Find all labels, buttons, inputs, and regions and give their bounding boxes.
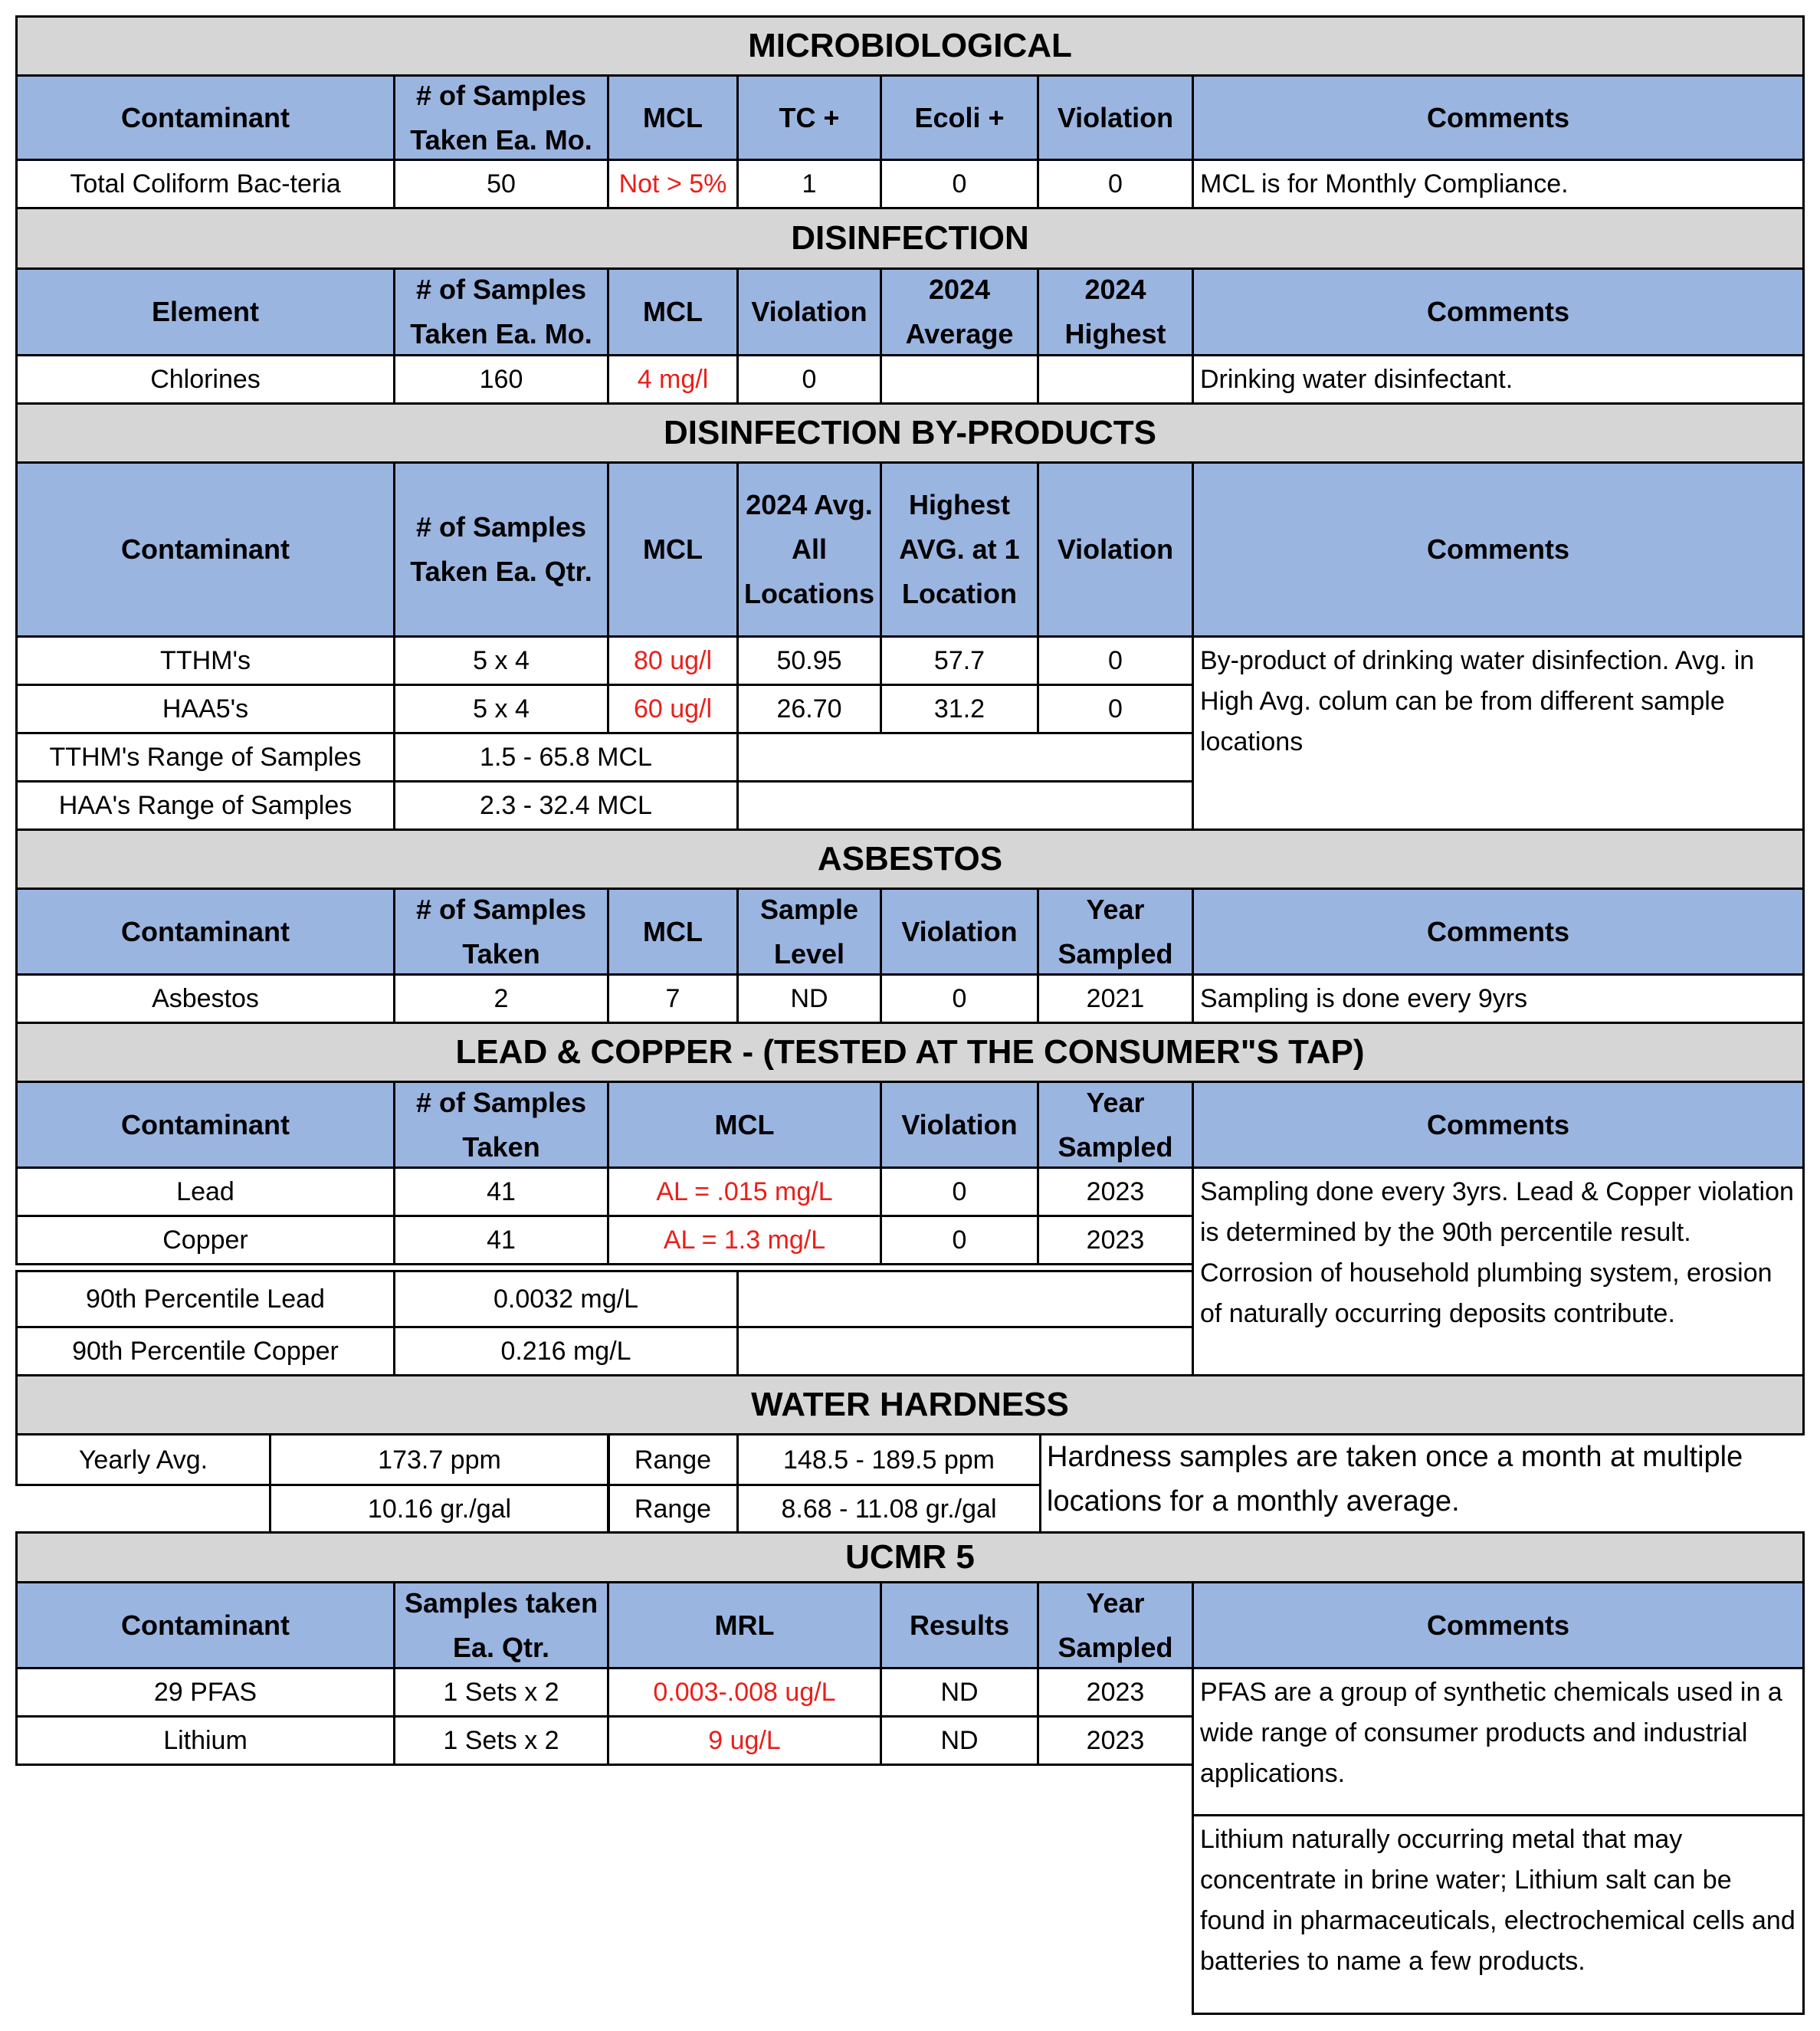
cell-comment: Drinking water disinfectant.: [1192, 354, 1805, 405]
col-header-comments: Comments: [1192, 461, 1805, 638]
col-header-mcl: MCL: [607, 461, 739, 638]
cell-samples: 41: [393, 1215, 609, 1265]
col-header-violation: Violation: [880, 888, 1039, 976]
cell-yearly-avg-label: Yearly Avg.: [15, 1433, 271, 1486]
col-header-samples: # of Samples Taken Ea. Mo.: [393, 267, 609, 356]
cell-range-value: 8.68 - 11.08 gr./gal: [736, 1484, 1041, 1534]
col-header-contaminant: Contaminant: [15, 1581, 395, 1669]
cell-percentile-value: 0.216 mg/L: [393, 1326, 739, 1376]
col-header-highest-avg: Highest AVG. at 1 Location: [880, 461, 1039, 638]
cell-highest-avg: 31.2: [880, 684, 1039, 734]
cell-comment: Sampling done every 3yrs. Lead & Copper violation is determined by the 90th percentile result. Corrosion of household plumbing system, erosion of naturally occurring deposits contribute.: [1192, 1166, 1805, 1376]
cell-violation: 0: [880, 1215, 1039, 1265]
col-header-samples: # of Samples Taken Ea. Mo.: [393, 74, 609, 161]
col-header-2024-avg-all-locations: 2024 Avg. All Locations: [736, 461, 882, 638]
cell-samples: 5 x 4: [393, 684, 609, 734]
cell-empty: [736, 1270, 1194, 1328]
cell-avg-value: 173.7 ppm: [269, 1433, 610, 1486]
cell-mcl: Not > 5%: [607, 159, 739, 209]
col-header-2024-highest: 2024 Highest: [1037, 267, 1194, 356]
section-title-water-hardness: WATER HARDNESS: [15, 1374, 1805, 1435]
cell-range-label: Range: [607, 1484, 739, 1534]
cell-mcl: 80 ug/l: [607, 635, 739, 686]
col-header-samples: Samples taken Ea. Qtr.: [393, 1581, 609, 1669]
col-header-violation: Violation: [1037, 74, 1194, 161]
cell-2024-average: [880, 354, 1039, 405]
cell-samples: 41: [393, 1166, 609, 1217]
col-header-mrl: MRL: [607, 1581, 882, 1669]
col-header-contaminant: Contaminant: [15, 74, 395, 161]
cell-violation: 0: [880, 1166, 1039, 1217]
cell-highest-avg: 57.7: [880, 635, 1039, 686]
cell-contaminant: Lead: [15, 1166, 395, 1217]
col-header-mcl: MCL: [607, 267, 739, 356]
cell-comment: Sampling is done every 9yrs: [1192, 973, 1805, 1024]
col-header-mcl: MCL: [607, 888, 739, 976]
cell-range-label: TTHM's Range of Samples: [15, 732, 395, 783]
col-header-samples: # of Samples Taken Ea. Qtr.: [393, 461, 609, 638]
cell-violation: 0: [880, 973, 1039, 1024]
section-title-asbestos: ASBESTOS: [15, 828, 1805, 890]
cell-avg-value: 10.16 gr./gal: [269, 1484, 610, 1534]
col-header-samples: # of Samples Taken: [393, 888, 609, 976]
cell-year-sampled: 2023: [1037, 1166, 1194, 1217]
cell-year-sampled: 2023: [1037, 1215, 1194, 1265]
cell-samples: 50: [393, 159, 609, 209]
section-title-lead-copper: LEAD & COPPER - (TESTED AT THE CONSUMER"S TAP): [15, 1022, 1805, 1083]
cell-violation: 0: [1037, 159, 1194, 209]
cell-contaminant: Copper: [15, 1215, 395, 1265]
cell-samples: 160: [393, 354, 609, 405]
cell-year-sampled: 2021: [1037, 973, 1194, 1024]
cell-samples: 5 x 4: [393, 635, 609, 686]
col-header-comments: Comments: [1192, 74, 1805, 161]
cell-mcl: 60 ug/l: [607, 684, 739, 734]
cell-contaminant: Total Coliform Bac-teria: [15, 159, 395, 209]
col-header-contaminant: Contaminant: [15, 461, 395, 638]
cell-percentile-label: 90th Percentile Copper: [15, 1326, 395, 1376]
cell-contaminant: Asbestos: [15, 973, 395, 1024]
cell-contaminant: 29 PFAS: [15, 1667, 395, 1718]
cell-comment: Hardness samples are taken once a month at multiple locations for a monthly average.: [1047, 1441, 1743, 1518]
cell-tc: 1: [736, 159, 882, 209]
cell-contaminant: Lithium: [15, 1715, 395, 1766]
cell-samples: 1 Sets x 2: [393, 1715, 609, 1766]
col-header-violation: Violation: [1037, 461, 1194, 638]
col-header-contaminant: Contaminant: [15, 888, 395, 976]
col-header-year-sampled: Year Sampled: [1037, 1081, 1194, 1169]
cell-contaminant: HAA5's: [15, 684, 395, 734]
col-header-comments: Comments: [1192, 267, 1805, 356]
col-header-violation: Violation: [880, 1081, 1039, 1169]
cell-empty: [736, 732, 1194, 783]
cell-percentile-value: 0.0032 mg/L: [393, 1270, 739, 1328]
section-title-ucmr5: UCMR 5: [15, 1531, 1805, 1583]
col-header-contaminant: Contaminant: [15, 1081, 395, 1169]
cell-range-value: 2.3 - 32.4 MCL: [393, 780, 739, 831]
col-header-samples: # of Samples Taken: [393, 1081, 609, 1169]
cell-mrl: 0.003-.008 ug/L: [607, 1667, 882, 1718]
cell-comment-pfas: PFAS are a group of synthetic chemicals used in a wide range of consumer products and industrial applications.: [1192, 1667, 1805, 1816]
col-header-mcl: MCL: [607, 1081, 882, 1169]
section-title-microbiological: MICROBIOLOGICAL: [15, 15, 1805, 77]
col-header-year-sampled: Year Sampled: [1037, 888, 1194, 976]
cell-results: ND: [880, 1715, 1039, 1766]
cell-range-label: HAA's Range of Samples: [15, 780, 395, 831]
col-header-element: Element: [15, 267, 395, 356]
col-header-year-sampled: Year Sampled: [1037, 1581, 1194, 1669]
cell-avg-all: 26.70: [736, 684, 882, 734]
col-header-violation: Violation: [736, 267, 882, 356]
cell-range-value: 148.5 - 189.5 ppm: [736, 1433, 1041, 1486]
col-header-sample-level: Sample Level: [736, 888, 882, 976]
cell-mcl: 4 mg/l: [607, 354, 739, 405]
cell-mcl: 7: [607, 973, 739, 1024]
cell-mcl: AL = 1.3 mg/L: [607, 1215, 882, 1265]
cell-percentile-label: 90th Percentile Lead: [15, 1270, 395, 1328]
cell-comment: By-product of drinking water disinfection. Avg. in High Avg. colum can be from different sample locations: [1192, 635, 1805, 831]
section-title-disinfection: DISINFECTION: [15, 207, 1805, 270]
col-header-results: Results: [880, 1581, 1039, 1669]
cell-samples: 2: [393, 973, 609, 1024]
cell-mrl: 9 ug/L: [607, 1715, 882, 1766]
section-title-disinfection-by-products: DISINFECTION BY-PRODUCTS: [15, 402, 1805, 464]
cell-ecoli: 0: [880, 159, 1039, 209]
cell-mcl: AL = .015 mg/L: [607, 1166, 882, 1217]
cell-2024-highest: [1037, 354, 1194, 405]
cell-year-sampled: 2023: [1037, 1715, 1194, 1766]
col-header-mcl: MCL: [607, 74, 739, 161]
col-header-tc: TC +: [736, 74, 882, 161]
cell-element: Chlorines: [15, 354, 395, 405]
cell-empty: [736, 780, 1194, 831]
cell-results: ND: [880, 1667, 1039, 1718]
col-header-2024-average: 2024 Average: [880, 267, 1039, 356]
cell-samples: 1 Sets x 2: [393, 1667, 609, 1718]
col-header-comments: Comments: [1192, 888, 1805, 976]
cell-year-sampled: 2023: [1037, 1667, 1194, 1718]
cell-sample-level: ND: [736, 973, 882, 1024]
cell-range-value: 1.5 - 65.8 MCL: [393, 732, 739, 783]
cell-violation: 0: [1037, 635, 1194, 686]
cell-comment-lithium: Lithium naturally occurring metal that may concentrate in brine water; Lithium salt can be found in pharmaceuticals, electrochemical cells and batteries to name a few products.: [1192, 1814, 1805, 2015]
cell-violation: 0: [736, 354, 882, 405]
cell-contaminant: TTHM's: [15, 635, 395, 686]
col-header-ecoli: Ecoli +: [880, 74, 1039, 161]
cell-violation: 0: [1037, 684, 1194, 734]
cell-empty: [736, 1326, 1194, 1376]
col-header-comments: Comments: [1192, 1581, 1805, 1669]
cell-avg-all: 50.95: [736, 635, 882, 686]
cell-comment: MCL is for Monthly Compliance.: [1192, 159, 1805, 209]
cell-range-label: Range: [607, 1433, 739, 1486]
col-header-comments: Comments: [1192, 1081, 1805, 1169]
